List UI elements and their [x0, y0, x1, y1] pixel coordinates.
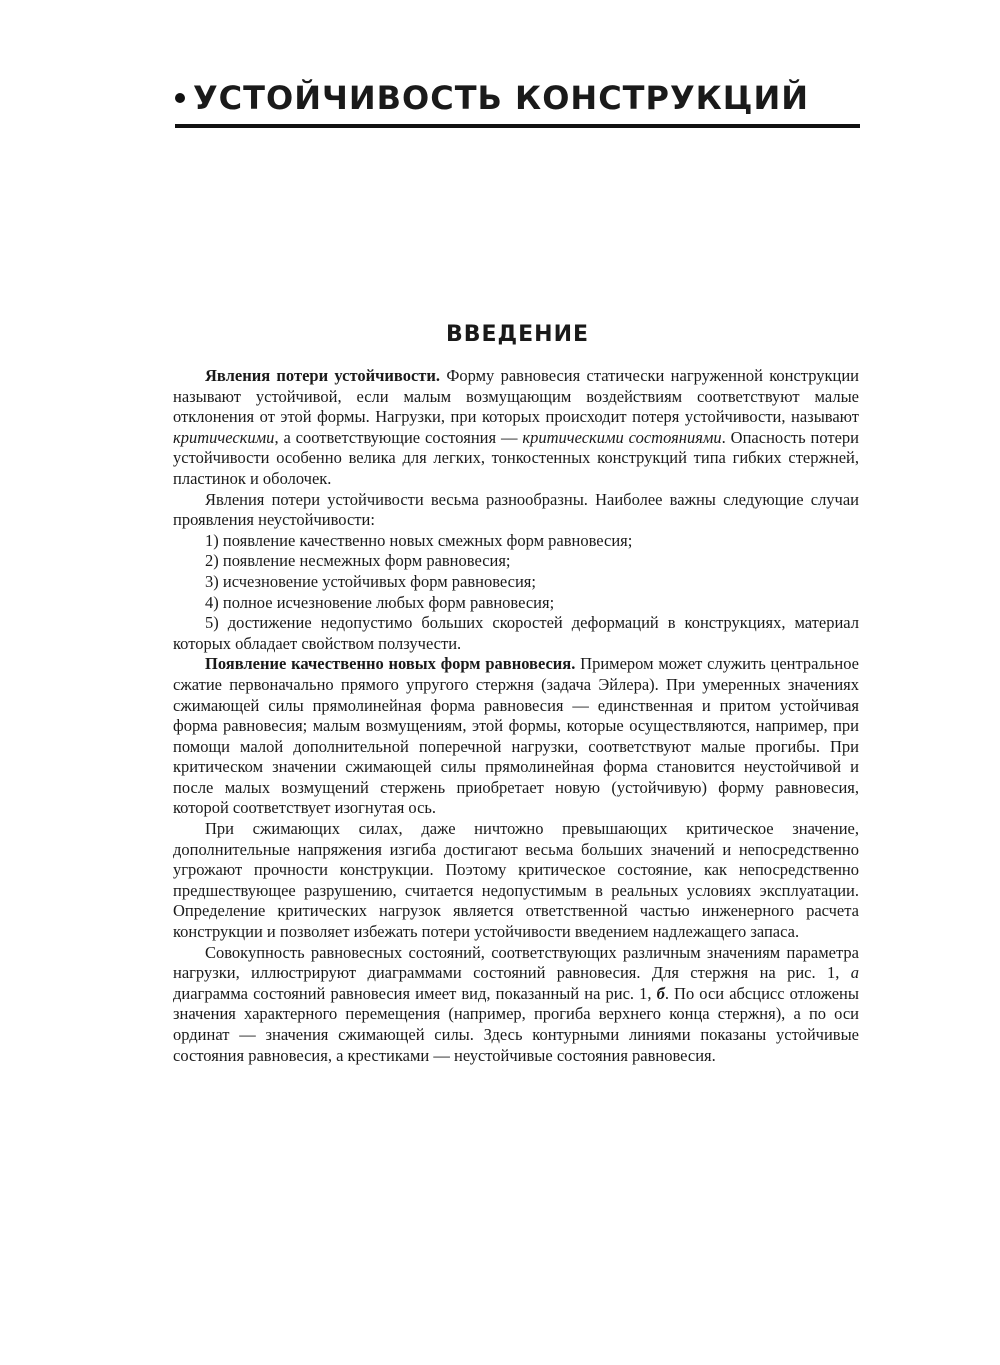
paragraph-2: Явления потери устойчивости весьма разнообразны. Наиболее важны следующие случаи проявления неустойчивости: [173, 489, 859, 530]
paragraph-4: При сжимающих силах, даже ничтожно превышающих критическое значение, дополнительные напряжения изгиба достигают весьма больших значений и непосредственно угрожают прочности конструкции. Поэтому критическое состояние, как непосредственно предшествующее разрушению, считается недопустимым в реальных условиях эксплуатации. Определение критических нагрузок является ответственной частью инженерного расчета конструкции и позволяет избежать потери устойчивости введением надлежащего запаса. [173, 819, 859, 942]
paragraph-1-text-3: . Опасность потери устойчивости особенно велика для легких, тонкостенных конструкций типа гибких стержней, пластинок и оболочек. [173, 427, 859, 488]
header-title: УСТОЙЧИВОСТЬ КОНСТРУКЦИЙ [193, 79, 810, 117]
list-item-1: 1) появление качественно новых смежных форм равновесия; [205, 530, 633, 550]
running-header [175, 78, 860, 118]
list-item-4: 4) полное исчезновение любых форм равновесия; [205, 592, 555, 612]
term-critical-loads: критическими [173, 427, 275, 447]
list-item-3: 3) исчезновение устойчивых форм равновесия; [205, 571, 536, 591]
paragraph-5-text-1: Совокупность равновесных состояний, соответствующих различным значениям параметра нагрузки, иллюстрируют диаграммами состояний равновесия. Для стержня на рис. 1, [173, 942, 859, 983]
paragraph-1-text-2: , а соответствующие состояния — [274, 427, 523, 447]
paragraph-1 [173, 366, 859, 490]
list-item-2: 2) появление несмежных форм равновесия; [205, 551, 511, 571]
paragraph-3-lead: Появление качественно новых форм равновесия. [205, 654, 576, 674]
bullet-icon [175, 93, 185, 103]
list-item-5: 5) достижение недопустимо больших скоростей деформаций в конструкциях, материал которых обладает свойством ползучести. [173, 613, 859, 653]
figure-ref-a: а [850, 963, 859, 983]
term-critical-states: критическими состояниями [522, 427, 722, 447]
paragraph-5 [173, 943, 859, 1067]
paragraph-5-text-2: диаграмма состояний равновесия имеет вид, показанный на рис. 1, [173, 983, 657, 1003]
figure-ref-b: б [656, 983, 665, 1003]
paragraph-3 [173, 654, 859, 819]
main-text [173, 366, 859, 1066]
header-rule [175, 124, 860, 128]
paragraph-3-text: Примером может служить центральное сжатие первоначально прямого упругого стержня (задача Эйлера). При умеренных значениях сжимающей силы прямолинейная форма равновесия — единственная и притом устойчивая форма равновесия; малым возмущениям, этой формы, которые осуществляются, например, при помощи малой дополнительной поперечной нагрузки, соответствуют малые прогибы. При критическом значении сжимающей силы прямолинейная форма становится неустойчивой и после малых возмущений стержень приобретает новую (устойчивую) форму равновесия, которой соответствует изогнутая ось. [173, 654, 859, 818]
header-title-line [175, 78, 860, 118]
paragraph-5-text-3: . По оси абсцисс отложены значения характерного перемещения (например, прогиба верхнего конца стержня), а по оси ординат — значения сжимающей силы. Здесь контурными линиями показаны устойчивые состояния равновесия, а крестиками — неустойчивые состояния равновесия. [173, 983, 859, 1065]
paragraph-1-lead: Явления потери устойчивости. [205, 366, 441, 385]
section-title: ВВЕДЕНИЕ [445, 322, 590, 347]
paragraph-1-text-1: Форму равновесия статически нагруженной конструкции называют устойчивой, если малым возмущающим воздействиям соответствуют малые отклонения от этой формы. Нагрузки, при которых происходит потеря устойчивости, называют [173, 366, 859, 427]
